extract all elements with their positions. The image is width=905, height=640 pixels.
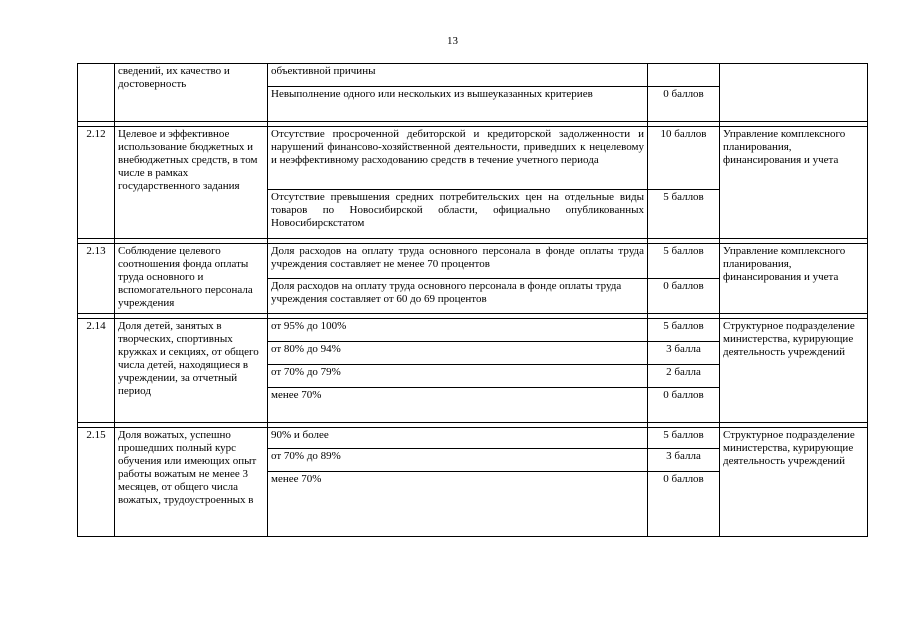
row-number: 2.13 bbox=[78, 244, 115, 314]
criterion-score: 2 балла bbox=[648, 365, 720, 388]
responsible-unit: Структурное подразделение министерства, курирующие деятельность учреждений bbox=[720, 319, 868, 423]
table-row bbox=[78, 428, 868, 449]
row-number bbox=[78, 64, 115, 122]
criterion-score: 3 балла bbox=[648, 342, 720, 365]
criterion-score: 0 баллов bbox=[648, 472, 720, 537]
responsible-unit: Структурное подразделение министерства, курирующие деятельность учреждений bbox=[720, 428, 868, 537]
criterion-text: Доля расходов на оплату труда основного персонала в фонде оплаты труда учреждения составляет не менее 70 процентов bbox=[268, 244, 648, 279]
criterion-text: Невыполнение одного или нескольких из вышеуказанных критериев bbox=[268, 87, 648, 122]
criterion-text: от 80% до 94% bbox=[268, 342, 648, 365]
criterion-score: 5 баллов bbox=[648, 190, 720, 239]
responsible-unit: Управление комплексного планирования, финансирования и учета bbox=[720, 127, 868, 239]
indicator-name: Доля вожатых, успешно прошедших полный курс обучения или имеющих опыт работы вожатым не менее 3 месяцев, от общего числа вожатых, трудоустроенных в bbox=[115, 428, 268, 537]
criterion-text: 90% и более bbox=[268, 428, 648, 449]
indicator-name: сведений, их качество и достоверность bbox=[115, 64, 268, 122]
criterion-score: 0 баллов bbox=[648, 87, 720, 122]
responsible-unit bbox=[720, 64, 868, 122]
responsible-unit: Управление комплексного планирования, финансирования и учета bbox=[720, 244, 868, 314]
criterion-text: менее 70% bbox=[268, 472, 648, 537]
criterion-text: от 70% до 79% bbox=[268, 365, 648, 388]
criterion-text: от 95% до 100% bbox=[268, 319, 648, 342]
indicator-name: Соблюдение целевого соотношения фонда оплаты труда основного и вспомогательного персонала учреждения bbox=[115, 244, 268, 314]
row-number: 2.15 bbox=[78, 428, 115, 537]
criteria-table bbox=[77, 63, 868, 537]
criterion-text: Отсутствие просроченной дебиторской и кредиторской задолженности и нарушений финансово-хозяйственной деятельности, приведших к нецелевому и неэффективному расходованию средств в течение учетного периода bbox=[268, 127, 648, 190]
table-row bbox=[78, 64, 868, 87]
page-number: 13 bbox=[447, 35, 458, 47]
criterion-text: Отсутствие превышения средних потребительских цен на отдельные виды товаров по Новосибирской области, официально опубликованных Новосибирскстатом bbox=[268, 190, 648, 239]
criterion-text: Доля расходов на оплату труда основного персонала в фонде оплаты труда учреждения составляет от 60 до 69 процентов bbox=[268, 279, 648, 314]
criterion-score: 3 балла bbox=[648, 449, 720, 472]
criterion-score: 5 баллов bbox=[648, 244, 720, 279]
criterion-text: менее 70% bbox=[268, 388, 648, 423]
table-row bbox=[78, 244, 868, 279]
row-number: 2.12 bbox=[78, 127, 115, 239]
table-row bbox=[78, 127, 868, 190]
indicator-name: Целевое и эффективное использование бюджетных и внебюджетных средств, в том числе в рамках государственного задания bbox=[115, 127, 268, 239]
criterion-text: от 70% до 89% bbox=[268, 449, 648, 472]
criterion-score: 5 баллов bbox=[648, 428, 720, 449]
indicator-name: Доля детей, занятых в творческих, спортивных кружках и секциях, от общего числа детей, находящиеся в учреждении, за отчетный период bbox=[115, 319, 268, 423]
table-row bbox=[78, 319, 868, 342]
criterion-score: 10 баллов bbox=[648, 127, 720, 190]
criterion-score bbox=[648, 64, 720, 87]
row-number: 2.14 bbox=[78, 319, 115, 423]
criterion-score: 0 баллов bbox=[648, 279, 720, 314]
criterion-text: объективной причины bbox=[268, 64, 648, 87]
criterion-score: 5 баллов bbox=[648, 319, 720, 342]
criterion-score: 0 баллов bbox=[648, 388, 720, 423]
